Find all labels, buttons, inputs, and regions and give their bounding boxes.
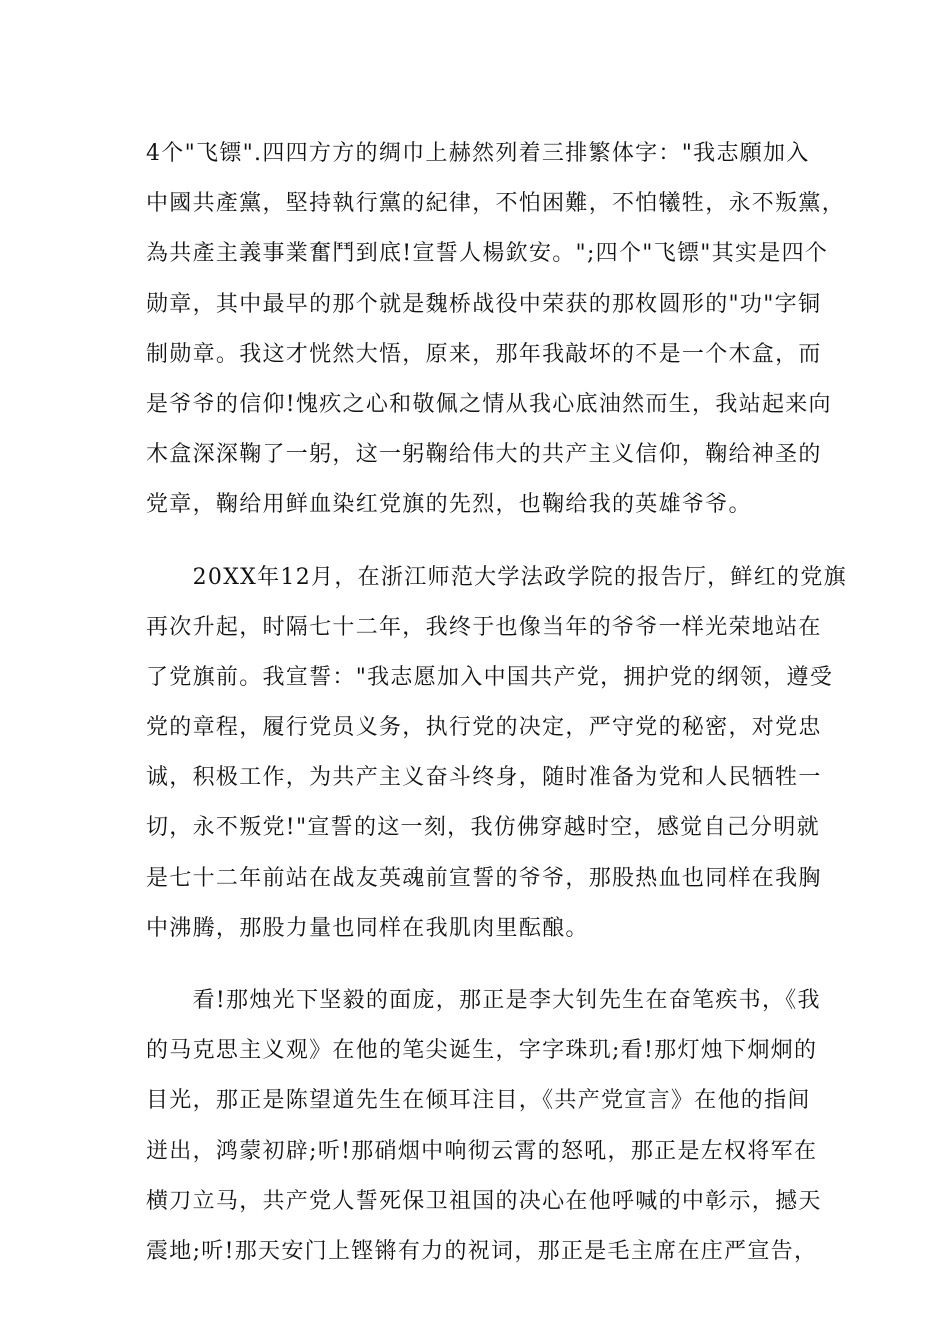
text-line: 迸出，鸿蒙初辟;听!那硝烟中响彻云霄的怒吼，那正是左权将军在 <box>146 1138 818 1164</box>
text-line: 勋章，其中最早的那个就是魏桥战役中荣获的那枚圆形的"功"字铜 <box>146 291 822 317</box>
text-line: 党章，鞠给用鲜血染红党旗的先烈，也鞠给我的英雄爷爷。 <box>146 492 752 518</box>
text-line: 再次升起，时隔七十二年，我终于也像当年的爷爷一样光荣地站在 <box>146 614 822 640</box>
text-line: 横刀立马，共产党人誓死保卫祖国的决心在他呼喊的中彰示，撼天 <box>146 1188 822 1214</box>
text-line: 切，永不叛党!"宣誓的这一刻，我仿佛穿越时空，感觉自己分明就 <box>146 815 820 841</box>
text-line: 木盒深深鞠了一躬，这一躬鞠给伟大的共产主义信仰，鞠给神圣的 <box>146 442 822 468</box>
text-line: 目光，那正是陈望道先生在倾耳注目，《共产党宣言》在他的指间 <box>146 1088 811 1114</box>
text-line: 中沸腾，那股力量也同样在我肌肉里酝酿。 <box>146 915 589 941</box>
text-line: 党的章程，履行党员义务，执行党的决定，严守党的秘密，对党忠 <box>146 715 822 741</box>
text-line: 是七十二年前站在战友英魂前宣誓的爷爷，那股热血也同样在我胸 <box>146 865 822 891</box>
text-line: 震地;听!那天安门上铿锵有力的祝词，那正是毛主席在庄严宣告， <box>146 1238 818 1264</box>
paragraph-2 <box>146 553 847 955</box>
text-line: 的马克思主义观》在他的笔尖诞生，字字珠玑;看!那灯烛下炯炯的 <box>146 1038 818 1064</box>
paragraph-3 <box>146 976 822 1277</box>
text-line: 了党旗前。我宣誓："我志愿加入中国共产党，拥护党的纲领，遵受 <box>146 664 834 690</box>
text-line: 20XX年12月，在浙江师范大学法政学院的报告厅，鲜红的党旗 <box>146 564 847 590</box>
body-text <box>146 129 847 1277</box>
text-line: 為共產主義事業奮鬥到底!宣誓人楊欽安。";四个"飞镖"其实是四个 <box>146 241 829 267</box>
paragraph-spacer <box>146 531 806 553</box>
text-line: 制勋章。我这才恍然大悟，原来，那年我敲坏的不是一个木盒，而 <box>146 341 822 367</box>
text-line: 是爷爷的信仰!愧疚之心和敬佩之情从我心底油然而生，我站起来向 <box>146 391 832 417</box>
text-line: 诚，积极工作，为共产主义奋斗终身，随时准备为党和人民牺牲一 <box>146 765 822 791</box>
paragraph-spacer <box>146 954 806 976</box>
text-line: 中國共產黨，堅持執行黨的紀律，不怕困難，不怕犧牲，永不叛黨， <box>146 191 846 217</box>
paragraph-1 <box>146 129 846 531</box>
text-line: 看!那烛光下坚毅的面庞，那正是李大钊先生在奋笔疾书，《我 <box>146 988 821 1013</box>
text-line: 4个"飞镖".四四方方的绸巾上赫然列着三排繁体字："我志願加入 <box>146 141 810 166</box>
